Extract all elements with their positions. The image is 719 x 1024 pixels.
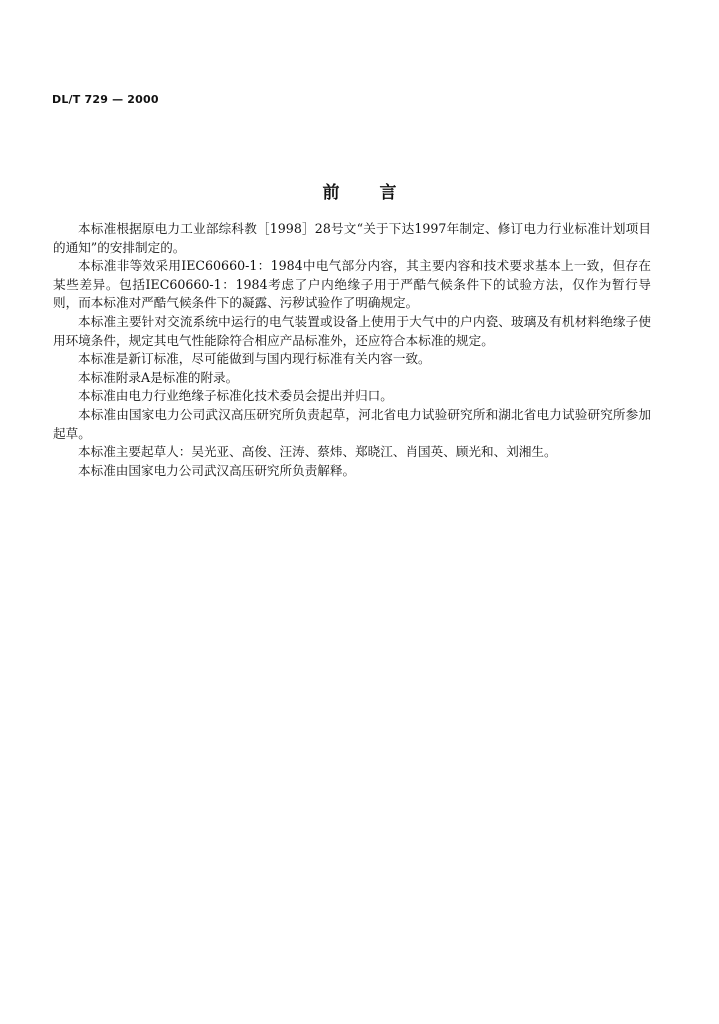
paragraph-new-standard: 本标准是新订标准，尽可能做到与国内现行标准有关内容一致。 [78, 351, 431, 367]
paragraph-appendix: 本标准附录A是标准的附录。 [78, 369, 239, 385]
paragraph-basis: 本标准根据原电力工业部综科教［1998］28号文“关于下达1997年制定、修订电力行业标准计划项目的通知”的安排制定的。 [53, 221, 651, 255]
paragraph-drafters: 本标准主要起草人：吴光亚、高俊、汪涛、蔡炜、郑晓江、肖国英、顾光和、刘湘生。 [78, 444, 557, 460]
paragraph-scope: 本标准主要针对交流系统中运行的电气装置或设备上使用于大气中的户内瓷、玻璃及有机材料绝缘子使用环境条件，规定其电气性能除符合相应产品标准外，还应符合本标准的规定。 [53, 313, 651, 348]
paragraph-iec-adoption: 本标准非等效采用IEC60660-1：1984中电气部分内容，其主要内容和技术要求基本上一致，但存在某些差异。包括IEC60660-1：1984考虑了户内绝缘子用于严酷气候条件下的试验方法，仅作为暂行导则，而本标准对严酷气候条件下的凝露、污秽试验作了明确规定。 [53, 258, 651, 311]
paragraph-proposer: 本标准由电力行业绝缘子标准化技术委员会提出并归口。 [78, 388, 393, 404]
page-title: 前言 [322, 183, 437, 203]
standard-number: DL/T 729 — 2000 [52, 93, 159, 106]
paragraph-interpretation: 本标准由国家电力公司武汉高压研究所负责解释。 [78, 462, 356, 478]
paragraph-drafting-org: 本标准由国家电力公司武汉高压研究所负责起草，河北省电力试验研究所和湖北省电力试验研究所参加起草。 [53, 406, 651, 441]
foreword-body [53, 220, 651, 480]
